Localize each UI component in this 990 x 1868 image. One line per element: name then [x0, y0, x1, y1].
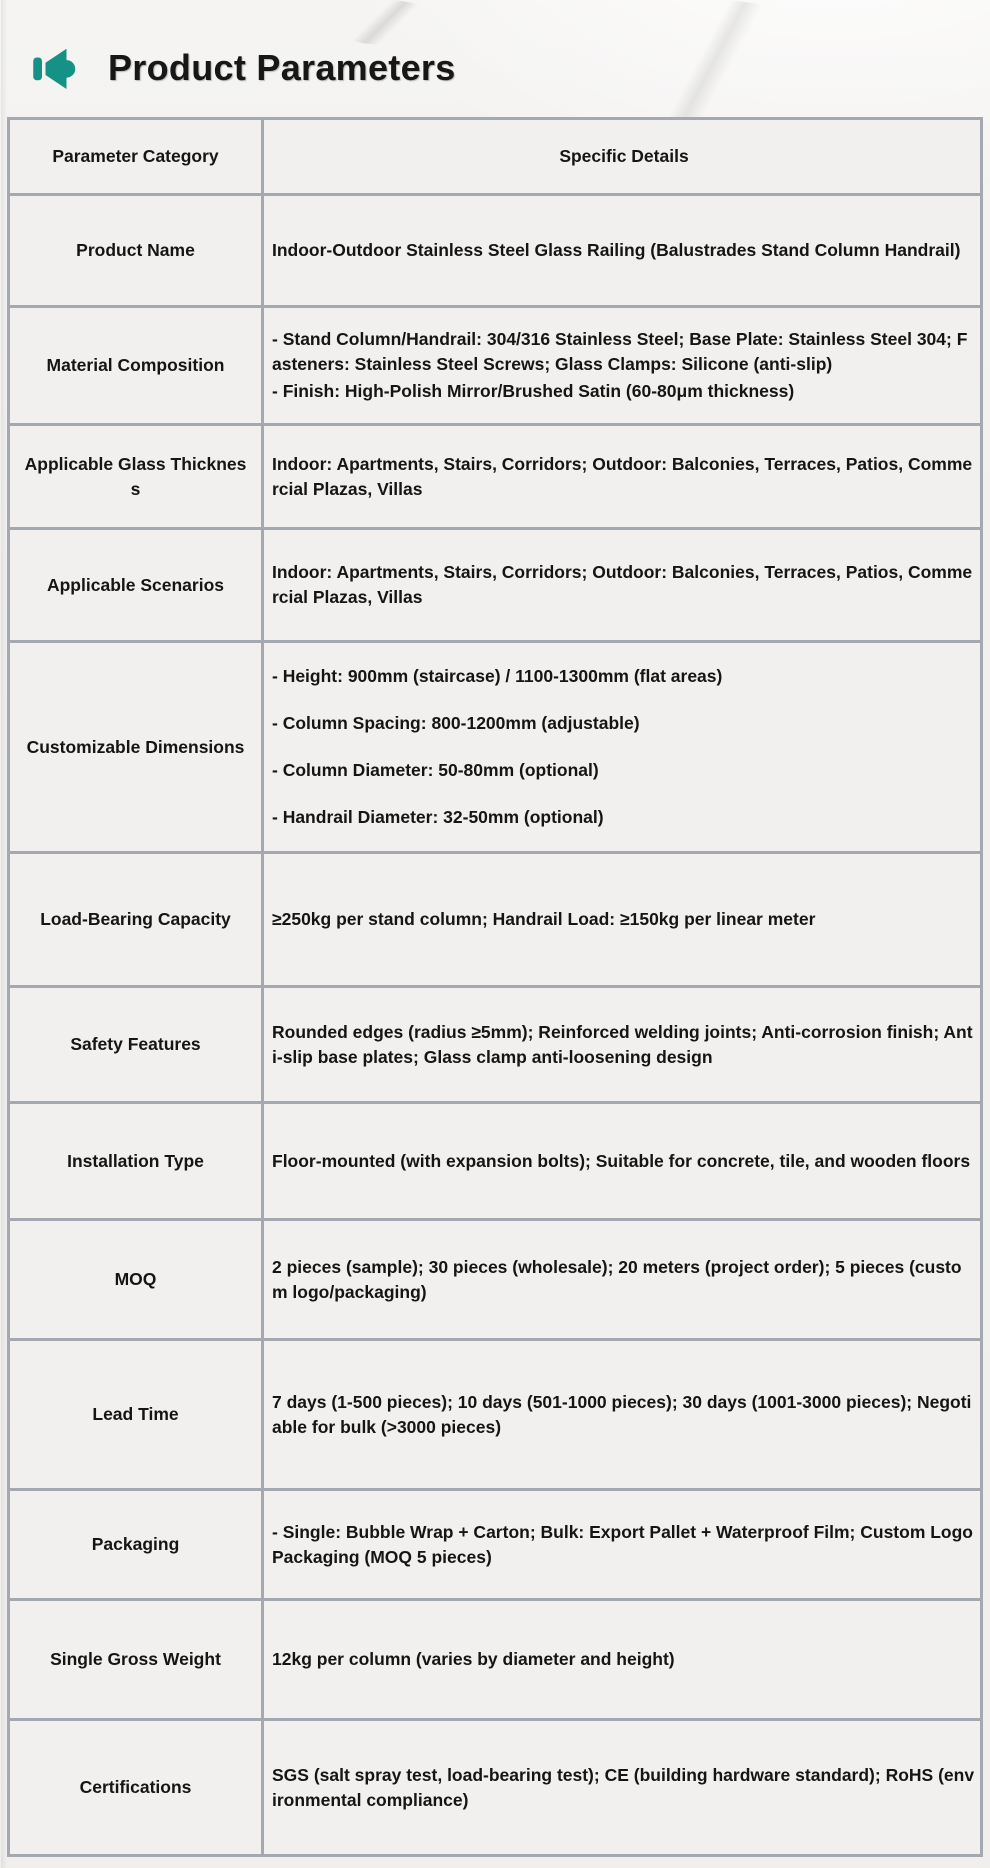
- table-header-row: [10, 120, 980, 193]
- table-row: [10, 1338, 980, 1488]
- details-paragraph: Floor-mounted (with expansion bolts); Suitable for concrete, tile, and wooden floors: [272, 1150, 971, 1171]
- details-paragraph: - Column Diameter: 50-80mm (optional): [272, 760, 599, 780]
- details-cell: [264, 988, 980, 1101]
- table-row: [10, 1488, 980, 1598]
- details-cell: [264, 1491, 980, 1598]
- table-row: [10, 193, 980, 305]
- page-title: Product Parameters: [108, 47, 456, 88]
- details-paragraph: 2 pieces (sample); 30 pieces (wholesale); 20 meters (project order); 5 pieces (custom logo/packaging): [272, 1256, 962, 1302]
- details-paragraph: - Single: Bubble Wrap + Carton; Bulk: Export Pallet + Waterproof Film; Custom Logo Packaging (MOQ 5 pieces): [272, 1521, 973, 1567]
- details-cell: [264, 1601, 980, 1718]
- table-row: [10, 1218, 980, 1338]
- column-header-category: Parameter Category: [10, 120, 264, 193]
- category-cell: Material Composition: [10, 308, 264, 423]
- details-paragraph: ≥250kg per stand column; Handrail Load: ≥150kg per linear meter: [272, 909, 816, 930]
- details-cell: [264, 854, 980, 985]
- table-row: [10, 640, 980, 851]
- category-cell: Product Name: [10, 196, 264, 305]
- details-paragraph: - Height: 900mm (staircase) / 1100-1300mm (flat areas): [272, 666, 723, 687]
- table-row: [10, 423, 980, 527]
- table-row: [10, 1101, 980, 1218]
- details-cell: [264, 426, 980, 527]
- category-cell: Applicable Scenarios: [10, 530, 264, 640]
- category-cell: Load-Bearing Capacity: [10, 854, 264, 985]
- details-cell: [264, 643, 980, 851]
- details-cell: [264, 1104, 980, 1218]
- parameters-table: [7, 117, 983, 1857]
- table-row: [10, 1598, 980, 1718]
- table-row: [10, 1718, 980, 1854]
- category-cell: Customizable Dimensions: [10, 643, 264, 851]
- details-paragraph: 12kg per column (varies by diameter and height): [272, 1649, 675, 1670]
- category-cell: Applicable Glass Thickness: [10, 426, 264, 527]
- details-cell: [264, 1221, 980, 1338]
- details-paragraph: Indoor: Apartments, Stairs, Corridors; Outdoor: Balconies, Terraces, Patios, Commercial Plazas, Villas: [272, 562, 973, 607]
- table-row: [10, 985, 980, 1101]
- details-paragraph: 7 days (1-500 pieces); 10 days (501-1000 pieces); 30 days (1001-3000 pieces); Negotiable for bulk (>3000 pieces): [272, 1391, 972, 1437]
- section-header: [0, 0, 990, 100]
- category-cell: Lead Time: [10, 1341, 264, 1488]
- details-cell: [264, 196, 980, 305]
- category-cell: MOQ: [10, 1221, 264, 1338]
- details-paragraph: - Column Spacing: 800-1200mm (adjustable): [272, 713, 640, 734]
- details-cell: [264, 1721, 980, 1854]
- column-header-details: Specific Details: [559, 146, 689, 167]
- details-cell: [264, 308, 980, 423]
- details-paragraph: SGS (salt spray test, load-bearing test); CE (building hardware standard); RoHS (environmental compliance): [272, 1764, 975, 1810]
- details-cell: [264, 1341, 980, 1488]
- details-paragraph: - Finish: High-Polish Mirror/Brushed Satin (60-80μm thickness): [272, 380, 795, 401]
- category-cell: Certifications: [10, 1721, 264, 1854]
- speaker-icon: [28, 40, 84, 96]
- details-paragraph: - Handrail Diameter: 32-50mm (optional): [272, 806, 604, 827]
- details-paragraph: Rounded edges (radius ≥5mm); Reinforced welding joints; Anti-corrosion finish; Anti-slip base plates; Glass clamp anti-loosening design: [272, 1021, 973, 1067]
- details-paragraph: - Stand Column/Handrail: 304/316 Stainless Steel; Base Plate: Stainless Steel 304; Fasteners: Stainless Steel Screws; Glass Clamps: Silicone (anti-slip): [272, 329, 968, 375]
- details-cell: [264, 530, 980, 640]
- category-cell: Installation Type: [10, 1104, 264, 1218]
- table-row: [10, 851, 980, 985]
- table-row: [10, 527, 980, 640]
- table-row: [10, 305, 980, 423]
- category-cell: Safety Features: [10, 988, 264, 1101]
- category-cell: Packaging: [10, 1491, 264, 1598]
- details-paragraph: Indoor-Outdoor Stainless Steel Glass Railing (Balustrades Stand Column Handrail): [272, 240, 961, 261]
- details-paragraph: Indoor: Apartments, Stairs, Corridors; Outdoor: Balconies, Terraces, Patios, Commercial Plazas, Villas: [272, 453, 973, 499]
- category-cell: Single Gross Weight: [10, 1601, 264, 1718]
